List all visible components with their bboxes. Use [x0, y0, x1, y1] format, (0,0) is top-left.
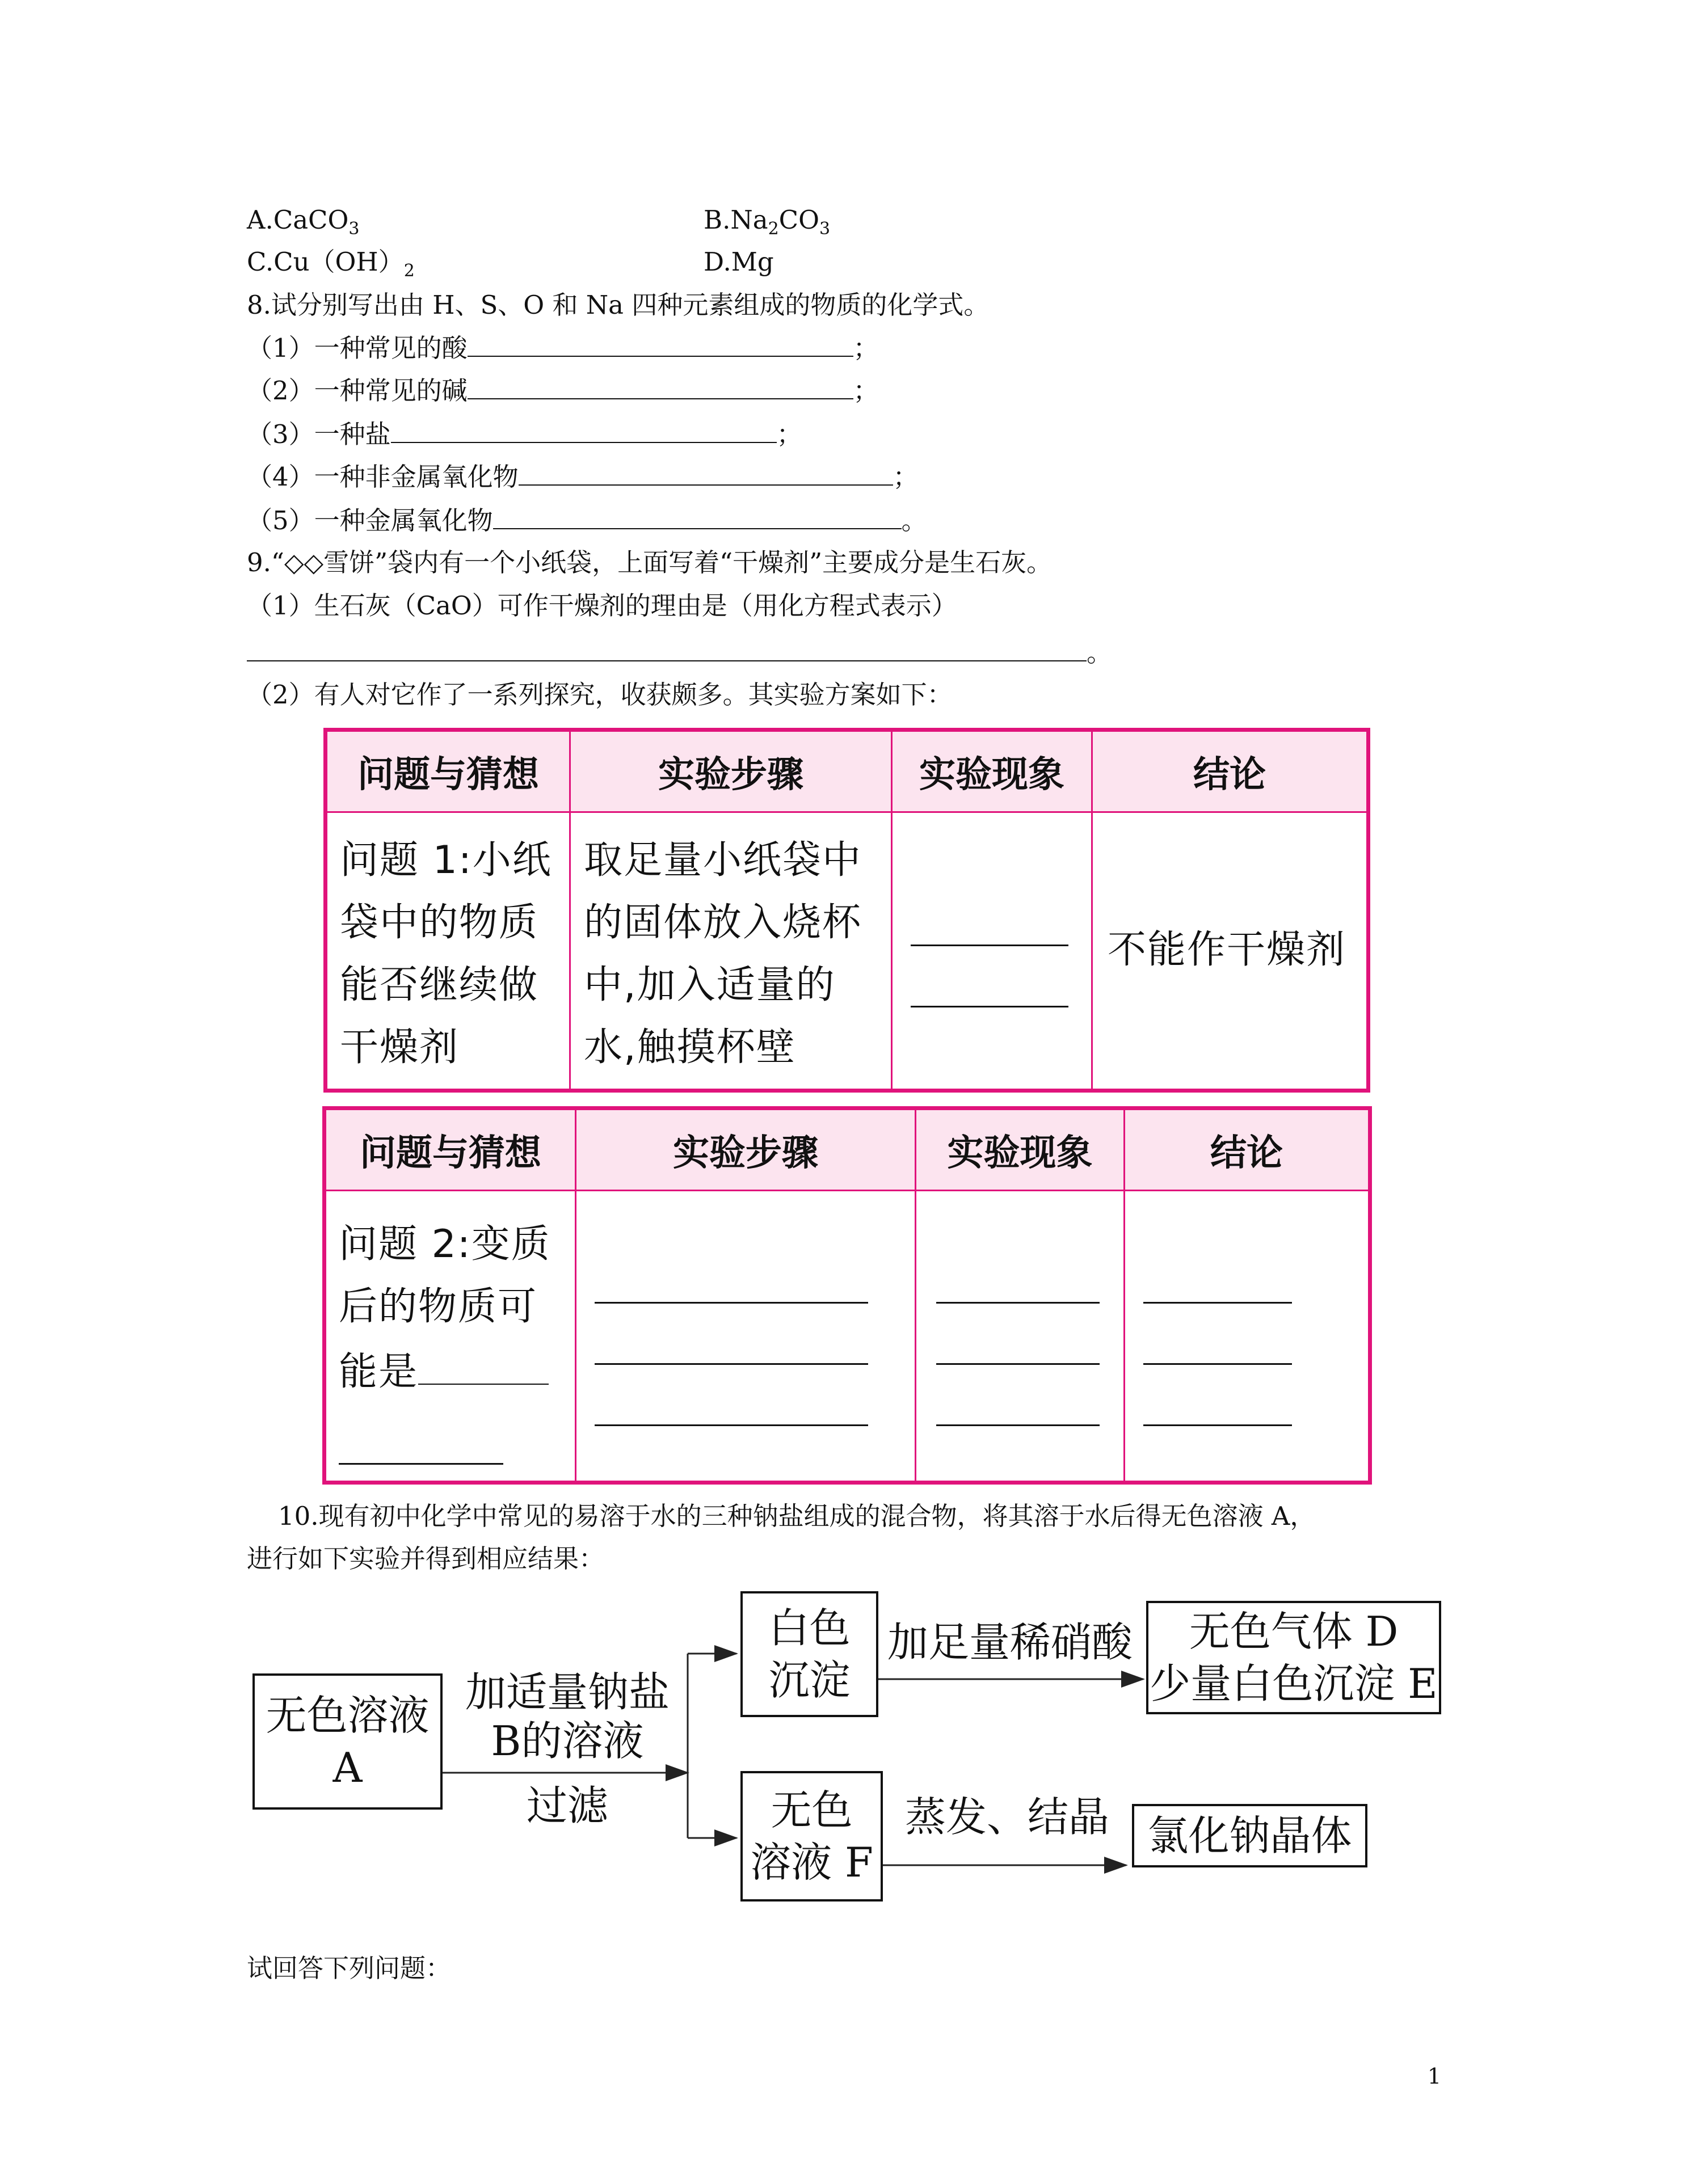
q10-stem-1: 10.现有初中化学中常见的易溶于水的三种钠盐组成的混合物，将其溶于水后得无色溶液 A， [278, 1501, 1316, 1531]
header-phenomenon: 实验现象 [919, 754, 1064, 796]
header-phenomenon: 实验现象 [947, 1132, 1093, 1174]
label-filter: 过滤 [526, 1782, 608, 1829]
option-a: A.CaCO$_3$ [247, 205, 360, 239]
header-question: 问题与猜想 [357, 754, 539, 796]
box-white-precipitate: 白色 沉淀 [740, 1591, 878, 1717]
q8-item-1: （1）一种常见的酸 ； [247, 331, 879, 365]
header-question: 问题与猜想 [360, 1132, 541, 1174]
header-steps: 实验步骤 [658, 754, 803, 796]
box-gas-d-precipitate-e: 无色气体 D 少量白色沉淀 E [1146, 1601, 1441, 1714]
label-evaporate-crystallize: 蒸发、结晶 [904, 1793, 1109, 1841]
page-number: 1 [1427, 2064, 1441, 2089]
q10-ask: 试回答下列问题： [247, 1953, 452, 1983]
conclusion-1-text: 不能作干燥剂 [1108, 927, 1346, 972]
label-nitric-acid: 加足量稀硝酸 [887, 1618, 1133, 1666]
steps-1-text: 取足量小纸袋中 的固体放入烧杯 中,加入适量的 水,触摸杯壁 [584, 838, 862, 1070]
q9-part1-answer: 。 [247, 635, 1112, 670]
q8-item-5: （5）一种金属氧化物 。 [247, 503, 927, 538]
question-2-text: 问题 2:变质 后的物质可 能是 [339, 1222, 551, 1394]
q9-part1: （1）生石灰（CaO）可作干燥剂的理由是（用化方程式表示） [247, 591, 957, 621]
label-add-salt-b: 加适量钠盐 B的溶液 [465, 1668, 670, 1765]
q8-item-4: （4）一种非金属氧化物 ； [247, 459, 919, 494]
box-solution-f: 无色 溶液 F [740, 1771, 883, 1901]
header-conclusion: 结论 [1210, 1132, 1283, 1174]
q9-part2: （2）有人对它作了一系列探究，收获颇多。其实验方案如下： [247, 680, 953, 710]
option-d: D.Mg [704, 247, 774, 277]
q9-stem: 9.“◇◇雪饼”袋内有一个小纸袋，上面写着“干燥剂”主要成分是生石灰。 [247, 547, 1053, 577]
q8-item-3: （3）一种盐 ； [247, 417, 802, 452]
box-solution-a: 无色溶液 A [252, 1673, 443, 1810]
header-conclusion: 结论 [1193, 754, 1266, 796]
header-steps: 实验步骤 [673, 1132, 818, 1174]
q10-stem-2: 进行如下实验并得到相应结果： [247, 1544, 605, 1574]
option-b: $B.Na_2CO_3$ [704, 205, 831, 239]
box-nacl-crystal: 氯化钠晶体 [1132, 1804, 1367, 1867]
question-1-text: 问题 1:小纸 袋中的物质 能否继续做 干燥剂 [340, 838, 552, 1070]
q8-item-2: （2）一种常见的碱 ； [247, 373, 879, 408]
q8-stem: 8.试分别写出由 H、S、O 和 Na 四种元素组成的物质的化学式。 [247, 290, 990, 320]
option-c: $C.Cu(OH)_2$ [247, 247, 415, 281]
